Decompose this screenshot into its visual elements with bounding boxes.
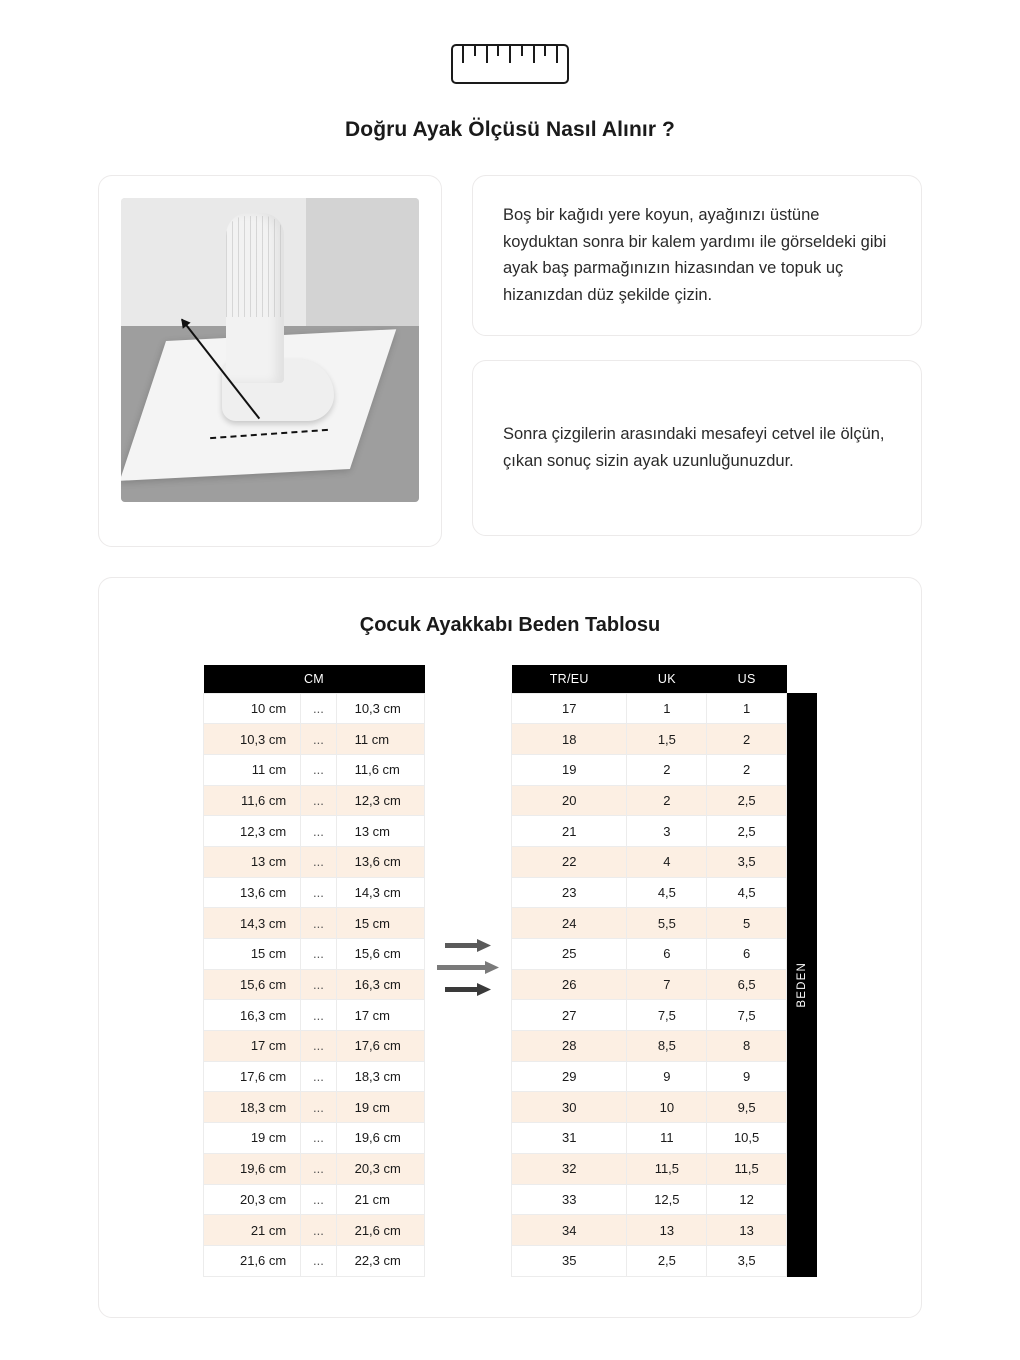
cm-range-max: 20,3 cm [336,1153,424,1184]
size-table-cell: 13 [627,1215,707,1246]
cm-table-row [204,1245,425,1276]
size-table-cell: 28 [512,1031,627,1062]
size-table-cell: 25 [512,939,627,970]
cm-table-row [204,1123,425,1154]
size-table-cell: 1 [627,693,707,724]
size-table-cell: 10 [627,1092,707,1123]
size-table-cell: 1 [707,693,787,724]
size-table-row [512,877,787,908]
cm-range-min: 16,3 cm [204,1000,301,1031]
size-table-cell: 20 [512,785,627,816]
foot-photo-card [98,175,442,547]
size-table-cell: 9 [627,1061,707,1092]
ruler-icon-wrap [0,0,1020,84]
cm-range-min: 15 cm [204,939,301,970]
instruction-step-2: Sonra çizgilerin arasındaki mesafeyi cetvel ile ölçün, çıkan sonuç sizin ayak uzunluğunuzdur. [472,360,922,536]
cm-range-max: 21,6 cm [336,1215,424,1246]
cm-range-max: 12,3 cm [336,785,424,816]
cm-table-row [204,1000,425,1031]
size-table-row [512,785,787,816]
size-table-cell: 2 [627,754,707,785]
arrow-right-icon [437,961,499,974]
size-table-row [512,754,787,785]
size-table-cell: 33 [512,1184,627,1215]
size-table-row [512,1061,787,1092]
cm-range-min: 12,3 cm [204,816,301,847]
cm-range-separator: ... [301,1245,336,1276]
size-table-cell: 19 [512,754,627,785]
cm-range-max: 14,3 cm [336,877,424,908]
size-table-cell: 11 [627,1123,707,1154]
size-table-card [98,577,922,1318]
size-table-cell: 21 [512,816,627,847]
arrow-right-icon [445,939,491,952]
cm-table-header-row [204,665,425,693]
cm-table-row [204,785,425,816]
cm-range-min: 19,6 cm [204,1153,301,1184]
size-table-wrap [511,665,817,1277]
ruler-tick [544,46,546,56]
cm-range-max: 19,6 cm [336,1123,424,1154]
ruler-tick [533,46,535,63]
page-title: Doğru Ayak Ölçüsü Nasıl Alınır ? [345,118,675,141]
size-table-cell: 5 [707,908,787,939]
arrow-right-icon [445,983,491,996]
size-table-header-row [512,665,787,693]
cm-table-row [204,816,425,847]
cm-table-row [204,908,425,939]
cm-range-separator: ... [301,1061,336,1092]
size-table-cell: 4 [627,846,707,877]
foot-measurement-photo [121,198,419,502]
size-table-row [512,908,787,939]
size-table-header-cell: UK [627,665,707,693]
cm-range-max: 15 cm [336,908,424,939]
size-table-row [512,1215,787,1246]
cm-range-separator: ... [301,816,336,847]
cm-range-max: 15,6 cm [336,939,424,970]
size-table-cell: 35 [512,1245,627,1276]
cm-range-max: 18,3 cm [336,1061,424,1092]
cm-range-separator: ... [301,1123,336,1154]
cm-range-min: 15,6 cm [204,969,301,1000]
cm-table-row [204,693,425,724]
size-table-cell: 12 [707,1184,787,1215]
cm-table-row [204,969,425,1000]
cm-table-body [204,693,425,1276]
cm-table-row [204,1031,425,1062]
size-table-row [512,1184,787,1215]
size-table-cell: 1,5 [627,724,707,755]
size-table-cell: 8,5 [627,1031,707,1062]
size-table-cell: 11,5 [707,1153,787,1184]
size-table-cell: 5,5 [627,908,707,939]
size-table-row [512,1245,787,1276]
size-table-cell: 31 [512,1123,627,1154]
size-table-header-cell: TR/EU [512,665,627,693]
cm-table-row [204,1092,425,1123]
cm-table-row [204,877,425,908]
cm-range-min: 20,3 cm [204,1184,301,1215]
size-table-row [512,1153,787,1184]
cm-range-min: 18,3 cm [204,1092,301,1123]
size-table-cell: 7,5 [707,1000,787,1031]
ruler-tick [521,46,523,56]
size-table-cell: 13 [707,1215,787,1246]
cm-range-min: 17 cm [204,1031,301,1062]
size-table-cell: 6 [707,939,787,970]
cm-range-max: 17,6 cm [336,1031,424,1062]
cm-range-separator: ... [301,1215,336,1246]
size-table-row [512,1031,787,1062]
cm-table-header: CM [204,665,425,693]
cm-range-separator: ... [301,1092,336,1123]
cm-range-max: 21 cm [336,1184,424,1215]
size-table-row [512,969,787,1000]
cm-range-separator: ... [301,939,336,970]
size-table-cell: 2,5 [707,785,787,816]
cm-range-separator: ... [301,693,336,724]
size-table-cell: 34 [512,1215,627,1246]
size-table-row [512,846,787,877]
size-table-cell: 9 [707,1061,787,1092]
cm-range-max: 13,6 cm [336,846,424,877]
size-table-cell: 2 [707,754,787,785]
cm-range-min: 10 cm [204,693,301,724]
ruler-tick [486,46,488,63]
size-table-row [512,724,787,755]
size-table-cell: 2 [707,724,787,755]
ruler-tick [474,46,476,56]
size-table-cell: 4,5 [707,877,787,908]
size-table-row [512,939,787,970]
cm-range-separator: ... [301,969,336,1000]
cm-range-min: 13,6 cm [204,877,301,908]
size-table-cell: 2,5 [707,816,787,847]
size-table-cell: 9,5 [707,1092,787,1123]
cm-range-max: 17 cm [336,1000,424,1031]
photo-sock-ribs [226,216,284,316]
size-table-cell: 32 [512,1153,627,1184]
cm-range-separator: ... [301,846,336,877]
instructions-section [98,175,922,547]
cm-range-separator: ... [301,754,336,785]
cm-range-max: 11,6 cm [336,754,424,785]
size-table-cell: 24 [512,908,627,939]
size-table-cell: 6 [627,939,707,970]
beden-side-label [787,693,817,1277]
size-table-cell: 11,5 [627,1153,707,1184]
cm-range-max: 16,3 cm [336,969,424,1000]
size-table-cell: 7,5 [627,1000,707,1031]
ruler-tick [509,46,511,63]
cm-table-row [204,754,425,785]
cm-range-separator: ... [301,1031,336,1062]
cm-range-max: 10,3 cm [336,693,424,724]
ruler-tick [462,46,464,63]
size-table-cell: 7 [627,969,707,1000]
ruler-icon [451,44,569,84]
size-table-cell: 10,5 [707,1123,787,1154]
size-table-title: Çocuk Ayakkabı Beden Tablosu [359,614,661,636]
size-table-row [512,816,787,847]
cm-range-min: 11,6 cm [204,785,301,816]
size-tables-row [109,665,911,1277]
cm-range-separator: ... [301,1184,336,1215]
cm-range-min: 21,6 cm [204,1245,301,1276]
cm-table-row [204,1061,425,1092]
size-table-cell: 22 [512,846,627,877]
cm-table [203,665,425,1277]
cm-range-min: 19 cm [204,1123,301,1154]
cm-range-separator: ... [301,1000,336,1031]
size-table-row [512,1123,787,1154]
cm-range-separator: ... [301,1153,336,1184]
cm-range-min: 13 cm [204,846,301,877]
cm-range-max: 11 cm [336,724,424,755]
cm-table-row [204,724,425,755]
instruction-text-column [472,175,922,547]
size-table-cell: 17 [512,693,627,724]
cm-range-separator: ... [301,877,336,908]
cm-table-row [204,1184,425,1215]
ruler-tick [556,46,558,63]
cm-table-row [204,1153,425,1184]
size-table-cell: 6,5 [707,969,787,1000]
size-table-body [512,693,787,1276]
size-table-cell: 27 [512,1000,627,1031]
size-table-cell: 26 [512,969,627,1000]
cm-range-min: 21 cm [204,1215,301,1246]
size-table-cell: 29 [512,1061,627,1092]
cm-range-min: 14,3 cm [204,908,301,939]
cm-table-row [204,846,425,877]
size-table-cell: 18 [512,724,627,755]
size-table-row [512,1000,787,1031]
cm-range-max: 22,3 cm [336,1245,424,1276]
ruler-tick [497,46,499,56]
cm-range-min: 11 cm [204,754,301,785]
size-table-row [512,693,787,724]
cm-range-min: 10,3 cm [204,724,301,755]
size-table-cell: 2,5 [627,1245,707,1276]
size-table-cell: 2 [627,785,707,816]
cm-range-max: 13 cm [336,816,424,847]
size-table-cell: 8 [707,1031,787,1062]
cm-range-separator: ... [301,785,336,816]
size-table-cell: 23 [512,877,627,908]
beden-side-label-text: BEDEN [796,961,808,1008]
cm-range-min: 17,6 cm [204,1061,301,1092]
size-table [511,665,787,1277]
arrows-group [425,939,511,1002]
instruction-step-1: Boş bir kağıdı yere koyun, ayağınızı üstüne koyduktan sonra bir kalem yardımı ile görseldeki gibi ayak baş parmağınızın hizasından ve topuk uç hizanızdan düz şekilde çizin. [472,175,922,336]
size-table-cell: 4,5 [627,877,707,908]
size-table-row [512,1092,787,1123]
size-table-cell: 12,5 [627,1184,707,1215]
size-table-cell: 3,5 [707,1245,787,1276]
size-table-header-cell: US [707,665,787,693]
size-table-cell: 3 [627,816,707,847]
size-table-cell: 30 [512,1092,627,1123]
size-table-cell: 3,5 [707,846,787,877]
cm-table-row [204,939,425,970]
cm-range-separator: ... [301,724,336,755]
cm-range-separator: ... [301,908,336,939]
cm-range-max: 19 cm [336,1092,424,1123]
cm-table-row [204,1215,425,1246]
